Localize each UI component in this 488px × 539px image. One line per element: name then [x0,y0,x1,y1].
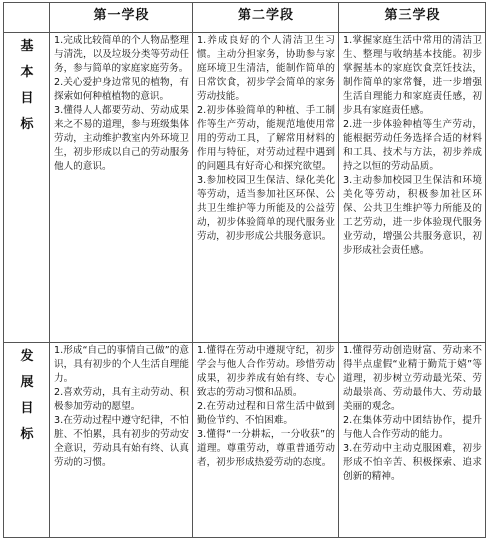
column-header-stage-3: 第三学段 [339,3,486,33]
list-item: 3.参加校园卫生保洁、绿化美化等劳动，适当参加社区环保、公共卫生维护等力所能及的公益劳动，初步体验简单的现代服务业劳动，初步形成公共服务意识。 [197,175,335,242]
header-row [4,3,486,33]
cell-basic-stage-2 [193,33,339,343]
list-item: 2.在劳动过程和日常生活中做到勤俭节约、不怕困难。 [197,401,335,426]
list-item: 1.养成良好的个人清洁卫生习惯。主动分担家务，协助参与家庭环境卫生清洁，能制作简单的日常饮食，初步学会简单的家务劳动技能。 [197,35,335,102]
list-item: 1.懂得劳动创造财富、劳动来不得半点虚假“业精于勤荒于嬉”等道理，初步树立劳动最光荣、劳动最崇高、劳动最伟大、劳动最美丽的观念。 [343,345,482,412]
list-item: 3.在劳动过程中遵守纪律，不怕脏、不怕累，具有初步的劳动安全意识，劳动具有始有终、认真劳动的习惯。 [54,415,189,468]
list-item: 3.在劳动中主动克服困难，初步形成不怕辛苦、积极探索、追求创新的精神。 [343,443,482,482]
list-item: 1.懂得在劳动中遵规守纪，初步学会与他人合作劳动。珍惜劳动成果，初步养成有始有终、专心致志的劳动习惯和品质。 [197,345,335,398]
cell-basic-stage-1 [50,33,193,343]
cell-development-stage-3 [339,343,486,538]
row-header-basic-goals: 基本目标 [4,33,50,343]
labor-goals-table [3,2,486,538]
list-item: 3.懂得“一分耕耘，一分收获”的道理。尊重劳动，尊重普通劳动者，初步形成热爱劳动的态度。 [197,429,335,468]
list-item: 2.在集体劳动中团结协作，提升与他人合作劳动的能力。 [343,415,482,440]
list-item: 2.喜欢劳动，具有主动劳动、积极参加劳动的愿望。 [54,387,189,412]
row-header-development-goals: 发展目标 [4,343,50,538]
cell-development-stage-1 [50,343,193,538]
list-item: 2.进一步体验种植等生产劳动，能根据劳动任务选择合适的材料和工具、技术与方法，初步养成持之以恒的劳动品质。 [343,119,482,172]
list-item: 1.掌握家庭生活中常用的清洁卫生、整理与收纳基本技能。初步掌握基本的家庭饮食烹饪技法，制作简单的家常餐，进一步增强生活自理能力和家庭责任感，初步具有家庭责任感。 [343,35,482,116]
column-header-stage-1: 第一学段 [50,3,193,33]
list-item: 1.形成“自己的事情自己做”的意识，具有初步的个人生活自理能力。 [54,345,189,384]
column-header-stage-2: 第二学段 [193,3,339,33]
cell-basic-stage-3 [339,33,486,343]
cell-development-stage-2 [193,343,339,538]
table-row-development-goals [4,343,486,538]
corner-cell [4,3,50,33]
table-row-basic-goals [4,33,486,343]
list-item: 3.懂得人人都要劳动、劳动成果来之不易的道理，参与班级集体劳动，主动维护教室内外环境卫生，初步形成以自己的劳动服务他人的意识。 [54,105,189,172]
list-item: 3.主动参加校园卫生保洁和环境美化等劳动，积极参加社区环保、公共卫生维护等力所能及的工艺劳动，进一步体验现代服务业劳动，增强公共服务意识，初步形成社会责任感。 [343,175,482,256]
list-item: 2.初步体验简单的种植、手工制作等生产劳动，能规范地使用常用的劳动工具，了解常用材料的作用与特征，对劳动过程中遇到的问题具有好奇心和探究欲望。 [197,105,335,172]
list-item: 1.完成比较简单的个人物品整理与清洗，以及垃圾分类等劳动任务，参与简单的家庭家庭劳务。 [54,35,189,74]
list-item: 2.关心爱护身边常见的植物，有探索如何种植植物的意识。 [54,77,189,102]
